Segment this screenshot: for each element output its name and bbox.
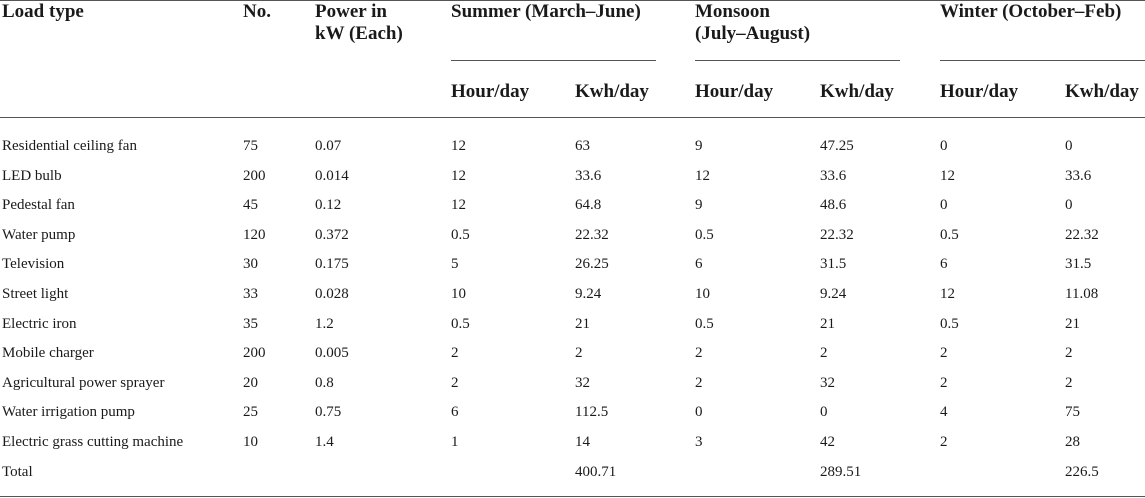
summer-group-rule: [451, 60, 656, 61]
cell-load-type: Water irrigation pump: [2, 404, 135, 420]
cell-load-type: Pedestal fan: [2, 197, 75, 213]
cell-load-type: Electric iron: [2, 316, 77, 332]
cell-summer-hour: 6: [451, 404, 459, 420]
header-winter-hour-day: Hour/day: [940, 81, 1019, 102]
cell-no: 30: [243, 256, 258, 272]
cell-monsoon-kwh: 22.32: [820, 227, 854, 243]
monsoon-group-rule: [695, 60, 900, 61]
cell-summer-hour: 5: [451, 256, 459, 272]
header-load-type: Load type: [2, 1, 84, 22]
cell-winter-kwh: 0: [1065, 138, 1073, 154]
cell-winter-hour: 2: [940, 434, 948, 450]
cell-summer-hour: 12: [451, 168, 466, 184]
cell-summer-kwh: 22.32: [575, 227, 609, 243]
cell-no: 120: [243, 227, 266, 243]
cell-winter-hour: 0: [940, 138, 948, 154]
cell-power: 0.75: [315, 404, 342, 420]
cell-load-type: Television: [2, 256, 65, 272]
cell-summer-kwh: 9.24: [575, 286, 602, 302]
cell-load-type: LED bulb: [2, 168, 62, 184]
header-power-line1: Power in: [315, 1, 387, 22]
cell-no: 35: [243, 316, 258, 332]
cell-winter-kwh: 28: [1065, 434, 1080, 450]
header-summer-kwh-day: Kwh/day: [575, 81, 649, 102]
cell-winter-kwh: 33.6: [1065, 168, 1092, 184]
cell-no: 75: [243, 138, 258, 154]
cell-no: 20: [243, 375, 258, 391]
cell-summer-kwh: 63: [575, 138, 590, 154]
cell-power: 0.175: [315, 256, 349, 272]
cell-summer-hour: 12: [451, 197, 466, 213]
cell-summer-kwh: 400.71: [575, 464, 617, 480]
cell-monsoon-hour: 9: [695, 197, 703, 213]
cell-winter-hour: 0: [940, 197, 948, 213]
cell-winter-kwh: 2: [1065, 345, 1073, 361]
cell-load-type: Agricultural power sprayer: [2, 375, 165, 391]
cell-winter-kwh: 2: [1065, 375, 1073, 391]
header-bottom-rule: [0, 117, 1145, 118]
winter-group-rule: [940, 60, 1145, 61]
cell-monsoon-hour: 9: [695, 138, 703, 154]
cell-power: 0.12: [315, 197, 342, 213]
cell-monsoon-kwh: 31.5: [820, 256, 847, 272]
cell-winter-hour: 2: [940, 345, 948, 361]
cell-winter-kwh: 31.5: [1065, 256, 1092, 272]
cell-monsoon-kwh: 33.6: [820, 168, 847, 184]
cell-no: 200: [243, 168, 266, 184]
header-winter: Winter (October–Feb): [940, 1, 1122, 22]
cell-load-type: Electric grass cutting machine: [2, 434, 184, 450]
cell-monsoon-hour: 0.5: [695, 316, 714, 332]
cell-winter-hour: 0.5: [940, 227, 959, 243]
cell-monsoon-hour: 6: [695, 256, 703, 272]
cell-power: 0.028: [315, 286, 349, 302]
cell-monsoon-kwh: 48.6: [820, 197, 847, 213]
cell-monsoon-hour: 12: [695, 168, 710, 184]
cell-monsoon-kwh: 21: [820, 316, 835, 332]
cell-monsoon-kwh: 32: [820, 375, 835, 391]
cell-summer-kwh: 14: [575, 434, 590, 450]
bottom-rule: [0, 496, 1145, 497]
cell-summer-kwh: 2: [575, 345, 583, 361]
cell-monsoon-hour: 0: [695, 404, 703, 420]
cell-power: 1.2: [315, 316, 334, 332]
cell-monsoon-kwh: 42: [820, 434, 835, 450]
cell-winter-hour: 12: [940, 168, 955, 184]
header-monsoon-line2: (July–August): [695, 23, 811, 44]
cell-winter-kwh: 21: [1065, 316, 1080, 332]
cell-summer-kwh: 33.6: [575, 168, 602, 184]
cell-monsoon-hour: 2: [695, 345, 703, 361]
cell-winter-kwh: 0: [1065, 197, 1073, 213]
header-no: No.: [243, 1, 271, 22]
cell-monsoon-hour: 0.5: [695, 227, 714, 243]
cell-no: 45: [243, 197, 258, 213]
cell-load-type: Residential ceiling fan: [2, 138, 137, 154]
cell-load-type: Total: [2, 464, 33, 480]
header-summer-hour-day: Hour/day: [451, 81, 530, 102]
cell-monsoon-kwh: 9.24: [820, 286, 847, 302]
cell-power: 0.005: [315, 345, 349, 361]
cell-summer-kwh: 64.8: [575, 197, 602, 213]
cell-winter-hour: 2: [940, 375, 948, 391]
cell-monsoon-kwh: 2: [820, 345, 828, 361]
cell-monsoon-kwh: 47.25: [820, 138, 854, 154]
cell-summer-hour: 1: [451, 434, 459, 450]
cell-summer-hour: 2: [451, 345, 459, 361]
cell-no: 33: [243, 286, 258, 302]
cell-no: 25: [243, 404, 258, 420]
cell-monsoon-hour: 3: [695, 434, 703, 450]
cell-summer-hour: 0.5: [451, 316, 470, 332]
cell-power: 0.014: [315, 168, 349, 184]
cell-no: 10: [243, 434, 258, 450]
cell-winter-hour: 0.5: [940, 316, 959, 332]
cell-monsoon-hour: 10: [695, 286, 710, 302]
cell-load-type: Street light: [2, 286, 69, 302]
cell-winter-kwh: 22.32: [1065, 227, 1099, 243]
cell-winter-hour: 4: [940, 404, 948, 420]
cell-summer-hour: 12: [451, 138, 466, 154]
cell-summer-kwh: 32: [575, 375, 590, 391]
header-summer: Summer (March–June): [451, 1, 641, 22]
cell-winter-kwh: 11.08: [1065, 286, 1099, 302]
cell-no: 200: [243, 345, 266, 361]
cell-winter-hour: 6: [940, 256, 948, 272]
cell-load-type: Mobile charger: [2, 345, 94, 361]
cell-monsoon-kwh: 289.51: [820, 464, 862, 480]
cell-winter-kwh: 75: [1065, 404, 1080, 420]
cell-power: 0.07: [315, 138, 342, 154]
header-monsoon-line1: Monsoon: [695, 1, 770, 22]
cell-summer-kwh: 26.25: [575, 256, 609, 272]
header-monsoon-hour-day: Hour/day: [695, 81, 774, 102]
cell-monsoon-kwh: 0: [820, 404, 828, 420]
cell-summer-kwh: 21: [575, 316, 590, 332]
cell-monsoon-hour: 2: [695, 375, 703, 391]
cell-power: 0.8: [315, 375, 334, 391]
cell-power: 1.4: [315, 434, 334, 450]
cell-summer-hour: 0.5: [451, 227, 470, 243]
header-winter-kwh-day: Kwh/day: [1065, 81, 1139, 102]
cell-winter-kwh: 226.5: [1065, 464, 1099, 480]
cell-summer-kwh: 112.5: [575, 404, 609, 420]
cell-summer-hour: 2: [451, 375, 459, 391]
cell-summer-hour: 10: [451, 286, 466, 302]
cell-load-type: Water pump: [2, 227, 76, 243]
cell-power: 0.372: [315, 227, 349, 243]
cell-winter-hour: 12: [940, 286, 955, 302]
header-monsoon-kwh-day: Kwh/day: [820, 81, 894, 102]
header-power-line2: kW (Each): [315, 23, 403, 44]
